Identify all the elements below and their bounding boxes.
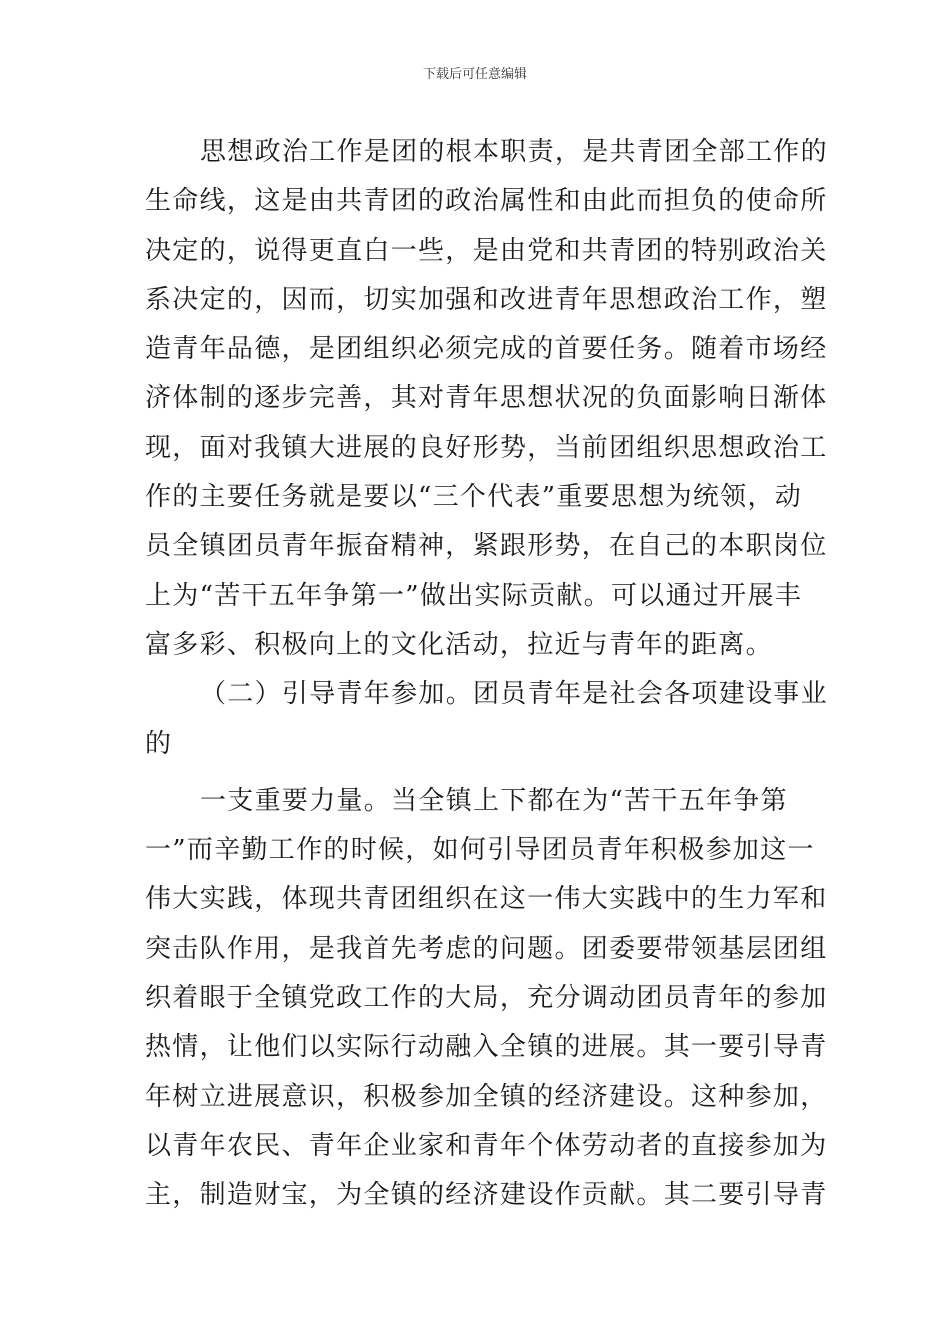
document-body xyxy=(145,128,828,1221)
text-line: 济体制的逐步完善，其对青年思想状况的负面影响日渐体 xyxy=(145,383,828,414)
text-line: 思想政治工作是团的根本职责，是共青团全部工作的 xyxy=(200,137,828,167)
paragraph-1 xyxy=(145,128,828,670)
text-line: 伟大实践，体现共青团组织在这一伟大实践中的生力军和 xyxy=(145,884,828,915)
text-line: 年树立进展意识，积极参加全镇的经济建设。这种参加， xyxy=(145,1081,828,1112)
text-line: 织着眼于全镇党政工作的大局，充分调动团员青年的参加 xyxy=(145,983,828,1014)
paragraph-2 xyxy=(145,670,828,769)
text-line: 系决定的，因而，切实加强和改进青年思想政治工作，塑 xyxy=(145,284,828,315)
text-line: 现，面对我镇大进展的良好形势，当前团组织思想政治工 xyxy=(145,432,828,463)
page-header: 下载后可任意编辑 xyxy=(422,67,527,82)
text-line: 生命线，这是由共青团的政治属性和由此而担负的使命所 xyxy=(145,186,828,217)
text-line: 的 xyxy=(145,728,173,759)
text-line: 一”而辛勤工作的时候，如何引导团员青年积极参加这一 xyxy=(145,835,815,866)
text-line: 决定的，说得更直白一些，是由党和共青团的特别政治关 xyxy=(145,235,828,266)
text-line: 主，制造财宝，为全镇的经济建设作贡献。其二要引导青 xyxy=(145,1180,828,1211)
text-line: 造青年品德，是团组织必须完成的首要任务。随着市场经 xyxy=(145,334,828,365)
text-line: 以青年农民、青年企业家和青年个体劳动者的直接参加为 xyxy=(145,1130,828,1161)
text-line: 上为“苦干五年争第一”做出实际贡献。可以通过开展丰 xyxy=(145,580,803,611)
text-line: 作的主要任务就是要以“三个代表”重要思想为统领，动 xyxy=(145,482,803,513)
text-line: 一支重要力量。当全镇上下都在为“苦干五年争第 xyxy=(200,785,788,816)
paragraph-3 xyxy=(145,777,828,1221)
text-line: 员全镇团员青年振奋精神，紧跟形势，在自己的本职岗位 xyxy=(145,531,828,562)
text-line: 突击队作用，是我首先考虑的问题。团委要带领基层团组 xyxy=(145,933,828,964)
text-line: 热情，让他们以实际行动融入全镇的进展。其一要引导青 xyxy=(145,1032,828,1063)
text-line: 富多彩、积极向上的文化活动，拉近与青年的距离。 xyxy=(145,629,773,660)
text-line: （二）引导青年参加。团员青年是社会各项建设事业 xyxy=(200,679,828,710)
